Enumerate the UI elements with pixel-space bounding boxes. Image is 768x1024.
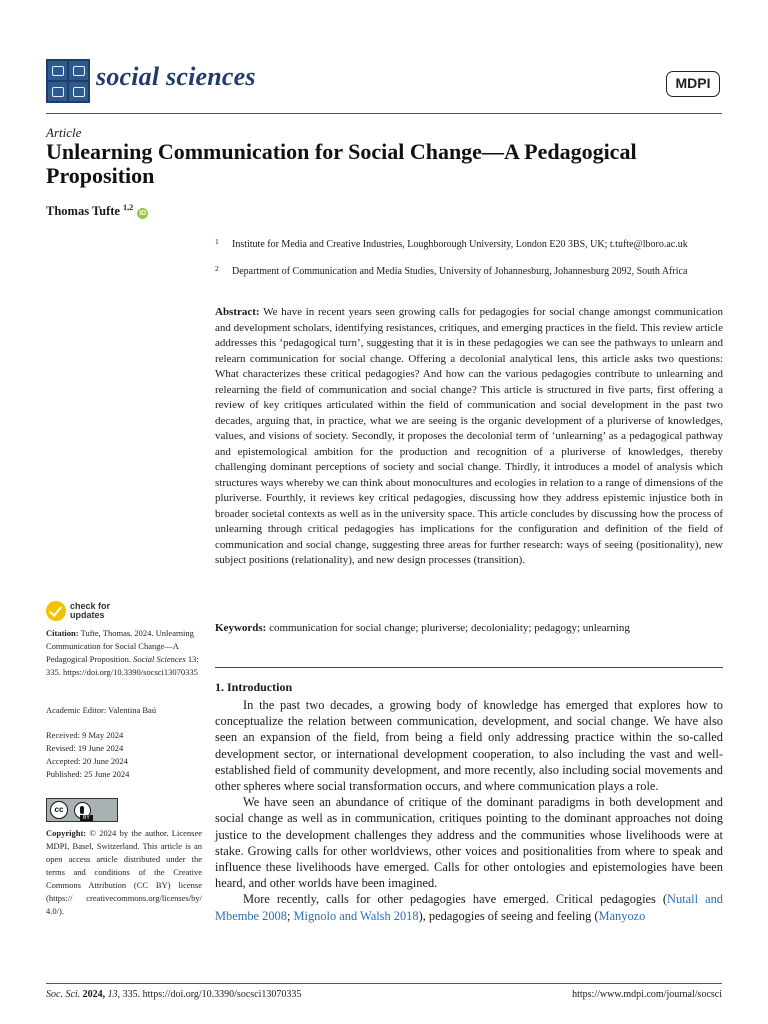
author-affiliation-marks: 1,2 [123, 203, 134, 212]
citation-doi[interactable]: 13: 335. https://doi.org/10.3390/socsci13070335 [46, 654, 199, 677]
paragraph: We have seen an abundance of critique of the dominant paradigms in both development and social change as well as in communication, critiques pointing to the dominant approaches not doing justice to the development challenges they address and the communities whose livelihoods were at stake. Growing calls for other worldviews, other voices and positionalities from where to speak and influence these livelihoods have emerged. Calls for other ontologies and epistemologies have been heard, and other worlds have been imagined. [215, 795, 723, 891]
footer-divider [46, 983, 722, 984]
check-for-updates-button[interactable] [46, 600, 110, 622]
logo-tile [48, 61, 67, 80]
citation-link[interactable]: Mignolo and Walsh 2018 [293, 908, 419, 923]
journal-name: social sciences [96, 62, 256, 91]
check-for-updates-label: check for updates [70, 601, 111, 620]
footer-citation [46, 989, 301, 1000]
citation-label: Citation: [46, 628, 79, 638]
date-received: Received: 9 May 2024 [46, 730, 124, 740]
author-line [46, 203, 148, 219]
copyright-label: Copyright: [46, 828, 87, 838]
copyright-text: © 2024 by the author. Licensee MDPI, Basel, Switzerland. This article is an open access article distributed under the terms and conditions of the Creative Commons Attribution (CC BY) license (https:// creativecommons.org/licenses/by/ 4.0/). [46, 828, 202, 916]
citation-journal: Social Sciences [133, 654, 186, 664]
keywords [215, 621, 723, 636]
abstract [215, 305, 723, 569]
footer-doi[interactable]: 335. https://doi.org/10.3390/socsci13070335 [122, 989, 302, 1000]
section-divider [215, 667, 723, 668]
affiliation-2 [215, 265, 715, 278]
logo-tile [48, 82, 67, 101]
creative-commons-icon: cc [50, 801, 68, 819]
header-divider [46, 113, 722, 114]
article-title: Unlearning Communication for Social Change—A Pedagogical Proposition [46, 139, 637, 188]
footer-journal-url[interactable]: https://www.mdpi.com/journal/socsci [572, 989, 722, 1000]
paragraph: In the past two decades, a growing body of knowledge has emerged that explores how to conceptualize the relation between communication, development, and social change. We have also seen an expansion of the field, from being a field only addressing practice within the so-called development sector, or international development cooperation, to also including the vast and well-established field of community development, and more recently, also including social movements and other spheres where social transformation occurs, and where communication plays a role. [215, 698, 723, 794]
footer-volume: 13, [107, 989, 121, 1000]
logo-tile [69, 61, 88, 80]
citation-text: Tufte, Thomas. 2024. Unlearning Communication for Social Change—A Pedagogical Proposition. [46, 628, 194, 664]
footer-journal-abbr: Soc. Sci. [46, 989, 81, 1000]
abstract-text: We have in recent years seen growing calls for pedagogies for social change amongst communication and development scholars, identifying resistances, critiques, and emerging practices in the field. This review article addresses this ‘pedagogical turn’, suggesting that it is in these pedagogies we can see the pathways to unlearn and relearn communication for social change. Offering a decolonial analytical lens, this article asks two questions: What characterizes these critical pedagogies? And how can the various pedagogies contribute to unlearning and relearning the field of communication and social change? This article is structured in five parts, first offering a review of key critiques articulated within the field of communication and social development in the past two decades, arguing that, in practice, what we are seeing is the organic development of a pluriverse of knowledges, values, and visions of society. Secondly, it proposes the decolonial term of ‘unlearning’ as a pedagogical pathway and epistemological ambition for the production and recognition of a pluriverse of knowledges, thereby challenging dominant perceptions of society and social change. Thirdly, it introduces a model of analysis which structures ways whereby we can think about monocultures and ecologies in relation to a range of dimensions of the pluriverse. Fourthly, it reviews key critical pedagogies, discussing how they address epistemic injustice both in broader societal contexts as well as in the university space. This article concludes by discussing how the process of unlearning through critical pedagogies has implications for the configuration and definition of the field of communication and social change, suggesting three areas for further research: ways of seeing (positionality), new subject positions (relationality), and new design processes (transition). [215, 306, 723, 566]
checkmark-icon [46, 601, 66, 621]
abstract-label: Abstract: [215, 306, 260, 318]
affiliation-text: Department of Communication and Media Studies, University of Johannesburg, Johannesburg 2092, South Africa [232, 266, 688, 277]
date-published: Published: 25 June 2024 [46, 769, 130, 779]
paragraph: More recently, calls for other pedagogies have emerged. Critical pedagogies (Nutall and Mbembe 2008; Mignolo and Walsh 2018), pedagogies of seeing and feeling (Manyozo [215, 892, 723, 923]
section-body [215, 697, 723, 924]
journal-logo [46, 59, 90, 103]
date-revised: Revised: 19 June 2024 [46, 743, 124, 753]
orcid-icon[interactable]: iD [139, 210, 147, 217]
date-accepted: Accepted: 20 June 2024 [46, 756, 128, 766]
logo-tile [69, 82, 88, 101]
footer-year: 2024, [82, 989, 106, 1000]
cc-by-license-badge[interactable] [46, 798, 118, 822]
citation-link[interactable]: Nutall and Mbembe 2008 [215, 892, 723, 923]
keywords-label: Keywords: [215, 622, 267, 634]
affiliation-number: 1 [215, 237, 219, 246]
by-label: BY [80, 815, 93, 821]
academic-editor: Academic Editor: Valentina Baú [46, 705, 157, 715]
affiliation-1 [215, 238, 715, 251]
article-type: Article [46, 125, 82, 140]
section-heading: 1. Introduction [215, 680, 293, 694]
affiliation-number: 2 [215, 264, 219, 273]
copyright [46, 827, 202, 918]
author-name: Thomas Tufte [46, 204, 120, 218]
citation [46, 627, 202, 679]
citation-link[interactable]: Manyozo [598, 908, 646, 923]
affiliation-text: Institute for Media and Creative Industries, Loughborough University, London E20 3BS, UK; t.tufte@lboro.ac.uk [232, 239, 688, 250]
keywords-text: communication for social change; pluriverse; decoloniality; pedagogy; unlearning [269, 622, 630, 634]
publisher-logo: MDPI [666, 71, 720, 97]
dates-block [46, 729, 202, 781]
